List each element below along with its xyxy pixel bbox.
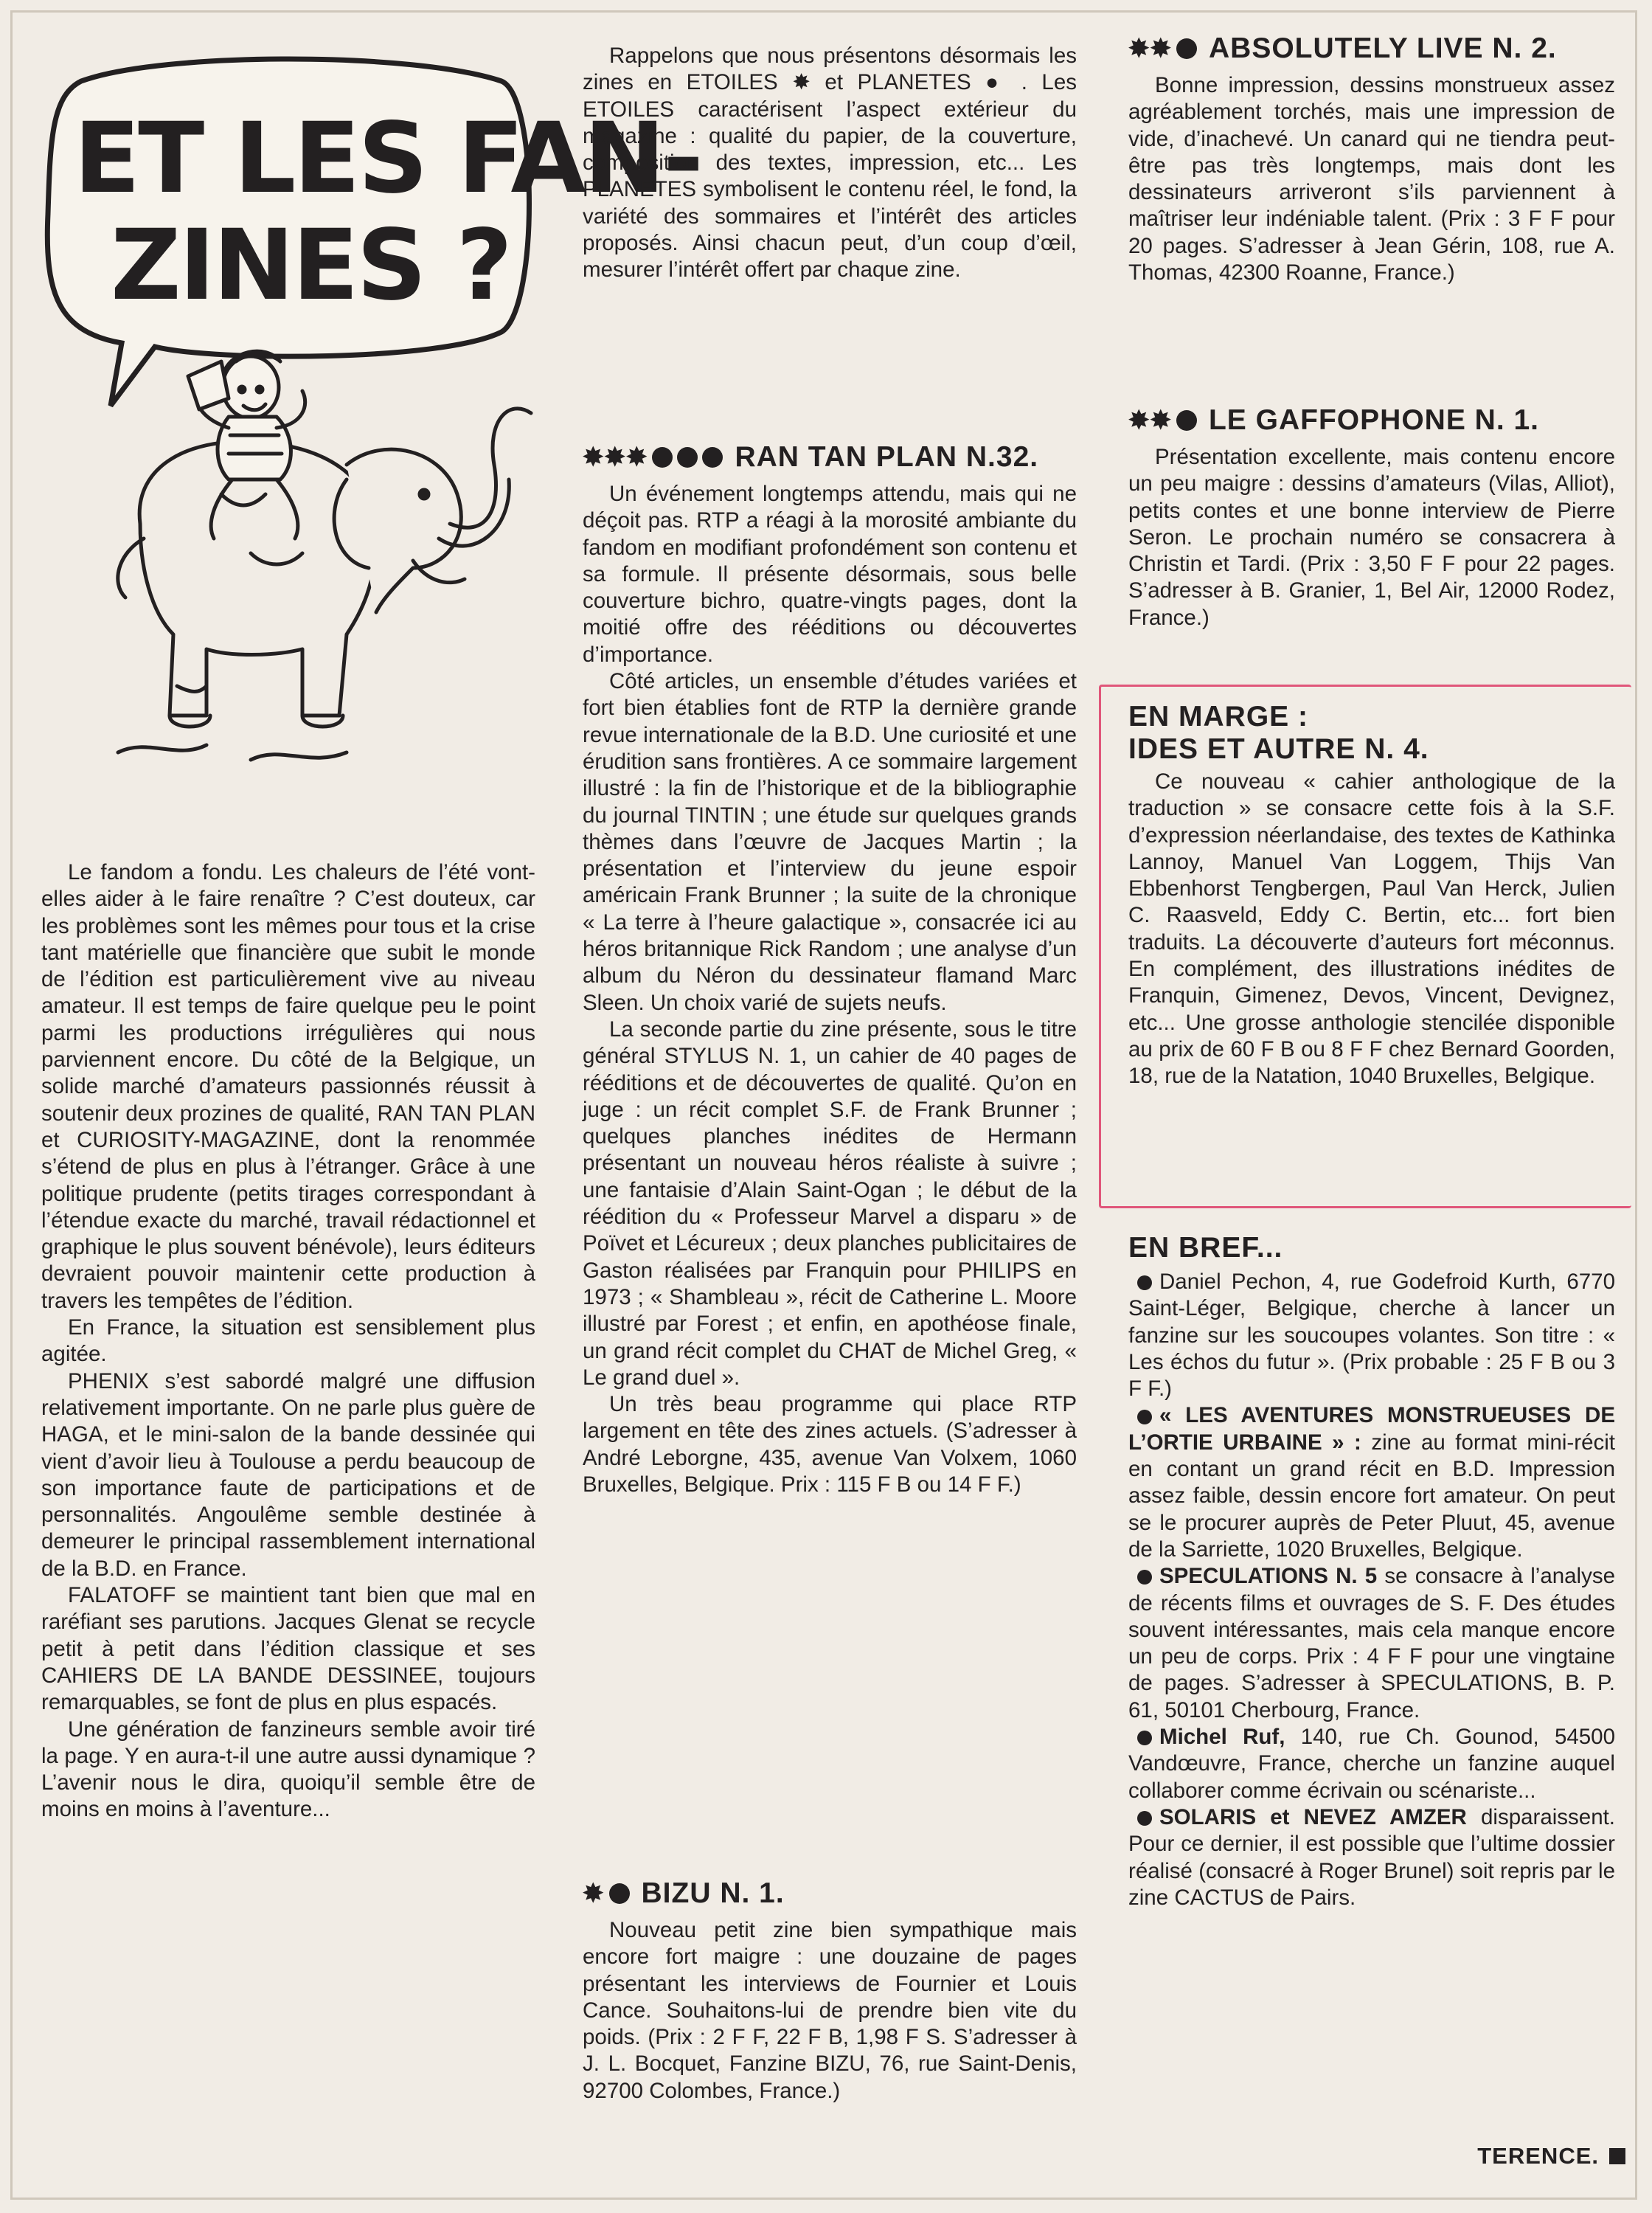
planet-rating-icon [1176, 410, 1197, 431]
planet-rating-icon [677, 447, 698, 468]
review-title: ABSOLUTELY LIVE N. 2. [1208, 32, 1557, 64]
planet-rating-icon [609, 1883, 630, 1904]
col1-paragraph: En France, la situation est sensiblement plus agitée. [41, 1315, 535, 1367]
list-item-text: zine au format mini-récit en contant un grand récit en B.D. Impression assez faible, dessin encore fort amateur. On peut se le procurer auprès de Peter Pluut, 45, avenue de la Sarriette, 1020 Bruxelles, Belgique. [1128, 1430, 1615, 1562]
list-item-text: 140, rue Ch. Gounod, 54500 Vandœuvre, France, cherche un fanzine auquel collaborer comme écrivain ou scénariste... [1128, 1725, 1615, 1803]
col1-paragraph: FALATOFF se maintient tant bien que mal en raréfiant ses parutions. Jacques Glenat se recycle petit à petit dans l’édition classique et ses CAHIERS DE LA BANDE DESSINEE, toujours remarquables, se font de plus en plus espacés. [41, 1583, 535, 1715]
section-title: EN BREF... [1128, 1232, 1283, 1264]
review-en-marge [1128, 701, 1615, 1090]
review-paragraph: Un très beau programme qui place RTP largement en tête des zines actuels. (S’adresser à André Leborgne, 435, avenue Van Volxem, 1060 Bruxelles, Belgique. Prix : 115 F B ou 14 F F.) [583, 1392, 1077, 1497]
review-heading [583, 1877, 1077, 1910]
list-item-text: se consacre à l’analyse de récents films et ouvrages de S. F. Des études souvent intéressantes, mais cela manque encore un peu de corps. Prix : 4 F F pour une vingtaine de pages. S’adresser à SPECULATIONS, B. P. 61, 50101 Cherbourg, France. [1128, 1564, 1615, 1722]
column-left [41, 859, 535, 1824]
end-mark-icon [1609, 2148, 1625, 2164]
author-signature [1477, 2143, 1625, 2169]
review-heading [1128, 32, 1615, 65]
list-item-lead: SPECULATIONS N. 5 [1159, 1564, 1378, 1589]
list-item-text: disparaissent. Pour ce dernier, il est possible que l’ultime dossier réalisé (consacré à Roger Brunel) soit repris par le zine CACTUS de Pairs. [1128, 1804, 1615, 1910]
col1-paragraph: PHENIX s’est sabordé malgré une diffusion relativement importante. On ne parle plus guère de HAGA, et le mini-salon de la bande dessinée qui vient d’avoir lieu à Toulouse a perdu beaucoup de son importance faute de participations et de personnalités. Angoulême semble destinée à demeurer le principal rassemblement international de la B.D. en France. [41, 1368, 535, 1581]
planet-rating-icon [652, 447, 673, 468]
review-gaffophone [1128, 404, 1615, 631]
review-paragraph: Nouveau petit zine bien sympathique mais encore fort maigre : une douzaine de pages présentant les interviews de Fournier et Louis Cance. Souhaitons-lui de prendre bien vite du poids. (Prix : 2 F F, 22 F B, 1,98 F S. S’adresser à J. L. Bocquet, Fanzine BIZU, 76, rue Saint-Denis, 92700 Colombes, France.) [583, 1918, 1077, 2103]
elephant-drawing [118, 409, 531, 760]
star-rating-icon: ✸✸✸ [583, 443, 648, 471]
review-paragraph: Présentation excellente, mais contenu encore un peu maigre : dessins d’amateurs (Vilas, Alliot), petits contes et une bonne interview de Pierre Seron. Le prochain numéro se consacrera à Christin et Tardi. (Prix : 3,50 F F pour 22 pages. S’adresser à B. Granier, 1, Bel Air, 12000 Rodez, France.) [1128, 445, 1615, 630]
planet-rating-icon [702, 447, 723, 468]
review-title: LE GAFFOPHONE N. 1. [1208, 404, 1540, 436]
planet-rating-icon [1176, 38, 1197, 59]
list-item [1128, 1269, 1615, 1402]
review-title: RAN TAN PLAN N.32. [735, 441, 1039, 473]
en-bref-section [1128, 1232, 1615, 1911]
review-paragraph: Bonne impression, dessins monstrueux assez agréablement torchés, mais une impression de vide, d’inachevé. Un canard qui ne tiendra peut-être pas très longtemps, mais dont les dessinateurs arriveront s’ils parviennent à maîtriser leur indéniable talent. (Prix : 3 F F pour 20 pages. S’adresser à Jean Gérin, 108, rue A. Thomas, 42300 Roanne, France.) [1128, 73, 1615, 285]
review-paragraph: La seconde partie du zine présente, sous le titre général STYLUS N. 1, un cahier de 40 pages de rééditions et de découvertes de qualité. Qu’on en juge : un récit complet S.F. de Frank Brunner ; quelques planches inédites de Hermann présentant un nouveau héros réaliste à suivre ; une fantaisie d’Alain Saint-Ogan ; le début de la réédition du « Professeur Marvel a disparu » de Poïvet et Lécureux ; deux planches publicitaires de Gaston réalisées par Franquin pour PHILIPS en 1973 ; « Shambleau », récit de Catherine L. Moore illustré par Forest ; et enfin, en apothéose finale, un grand récit complet du CHAT de Michel Greg, « Le grand duel ». [583, 1017, 1077, 1390]
bullet-icon [1137, 1811, 1152, 1826]
list-item [1128, 1402, 1615, 1563]
cartoon-title-line2: ZINES ? [111, 209, 511, 322]
review-paragraph: Ce nouveau « cahier anthologique de la traduction » se consacre cette fois à la S.F. d’expression néerlandaise, des textes de Kathinka Lannoy, Manuel Van Loggem, Thijs Van Ebbenhorst Tengbergen, Paul Van Herck, Julien C. Raasveld, Eddy C. Bertin, etc... fort bien traduits. La découverte d’auteurs fort méconnus. En complément, des illustrations inédites de Franquin, Gimenez, Devos, Vincent, Devignez, etc... Une grosse anthologie stencilée disponible au prix de 60 F B ou 8 F F chez Bernard Goorden, 18, rue de la Natation, 1040 Bruxelles, Belgique. [1128, 769, 1615, 1089]
rating [1128, 408, 1197, 433]
list-item-lead: Michel Ruf, [1159, 1725, 1285, 1750]
col1-paragraph: Le fandom a fondu. Les chaleurs de l’été vont-elles aider à le faire renaître ? C’est douteux, car les problèmes sont les mêmes pour tous et la crise tant matérielle que financière que subit le monde de l’édition est particulièrement vive au niveau amateur. Il est temps de faire quelque peu le point parmi les productions irrégulières qui nous parviennent encore. Du côté de la Belgique, un solide marché d’amateurs passionnés réussit à soutenir deux prozines de qualité, RAN TAN PLAN et CURIOSITY-MAGAZINE, dont la renommée s’étend de plus en plus à l’étranger. Grâce à une politique prudente (petits tirages correspondant à l’étendue exacte du marché, travail rédactionnel et graphique le plus souvent bénévole), leurs éditeurs devraient pouvoir maintenir cette production à travers les tempêtes de l’édition. [41, 860, 535, 1313]
review-bizu [583, 1877, 1077, 2105]
bullet-icon [1137, 1275, 1152, 1290]
review-paragraph: Un événement longtemps attendu, mais qui ne déçoit pas. RTP a réagi à la morosité ambiante du fandom en modifiant profondément son contenu et sa formule. Il présente désormais, sous belle couverture bichro, quatre-vingts pages, dont la moitié offre des rééditions ou découvertes d’importance. [583, 482, 1077, 667]
list-item [1128, 1804, 1615, 1911]
cartoon-illustration [30, 52, 701, 826]
list-item [1128, 1724, 1615, 1804]
bullet-icon [1137, 1731, 1152, 1745]
star-rating-icon: ✸ [583, 1880, 605, 1908]
rating [583, 445, 723, 470]
cartoon-title-line1: ET LES FAN- [74, 102, 701, 215]
list-item [1128, 1563, 1615, 1724]
list-item-text: Daniel Pechon, 4, rue Godefroid Kurth, 6770 Saint-Léger, Belgique, cherche à lancer un fanzine sur les soucoupes volantes. Son titre : « Les échos du futur ». (Prix probable : 25 F B ou 3 F F.) [1128, 1270, 1615, 1402]
review-ran-tan-plan [583, 441, 1077, 1498]
list-item-lead: SOLARIS et NEVEZ AMZER [1159, 1804, 1467, 1829]
bullet-icon [1137, 1410, 1152, 1424]
bullet-icon [1137, 1570, 1152, 1585]
star-rating-icon: ✸✸ [1128, 35, 1172, 63]
review-title: BIZU N. 1. [641, 1877, 785, 1909]
star-rating-icon: ✸✸ [1128, 406, 1172, 434]
review-absolutely-live [1128, 32, 1615, 286]
column-middle [583, 43, 1077, 284]
rating [583, 1881, 630, 1906]
author-name: TERENCE. [1477, 2143, 1599, 2169]
review-title: IDES ET AUTRE N. 4. [1128, 733, 1429, 765]
col1-paragraph: Une génération de fanzineurs semble avoir tiré la page. Y en aura-t-il une autre aussi dynamique ? L’avenir nous le dira, quoiqu’il semble être de moins en moins à l’aventure... [41, 1717, 535, 1822]
review-heading [583, 441, 1077, 474]
rating [1128, 36, 1197, 61]
review-heading [1128, 404, 1615, 437]
section-title: EN MARGE : [1128, 701, 1308, 733]
list-item-lead: « LES AVENTURES MONSTRUEUSES DE L’ORTIE URBAINE » : [1128, 1403, 1615, 1455]
review-paragraph: Côté articles, un ensemble d’études variées et fort bien établies font de RTP la dernière grande revue internationale de la B.D. Une curiosité et une érudition sans frontières. A ce sommaire largement illustré : la fin de l’historique et de la bibliographie du journal TINTIN ; une étude sur quelques grands thèmes dans l’œuvre de Jacques Martin ; la présentation et l’interview du jeune espoir américain Frank Brunner ; la suite de la chronique « La terre à l’heure galactique », consacrée ici au héros britannique Rick Random ; une analyse d’un album du Néron du dessinateur flamand Marc Sleen. Un choix varié de sujets neufs. [583, 669, 1077, 1015]
rating-intro: Rappelons que nous présentons désormais les zines en ETOILES ✸ et PLANETES ● . Les ETOILES caractérisent l’aspect extérieur du magazine : qualité du papier, de la couverture, composition des textes, impression, etc... Les PLANETES symbolisent le contenu réel, le fond, la variété des sommaires et l’intérêt des articles proposés. Ainsi chacun peut, d’un coup d’œil, mesurer l’intérêt offert par chaque zine. [583, 44, 1077, 283]
